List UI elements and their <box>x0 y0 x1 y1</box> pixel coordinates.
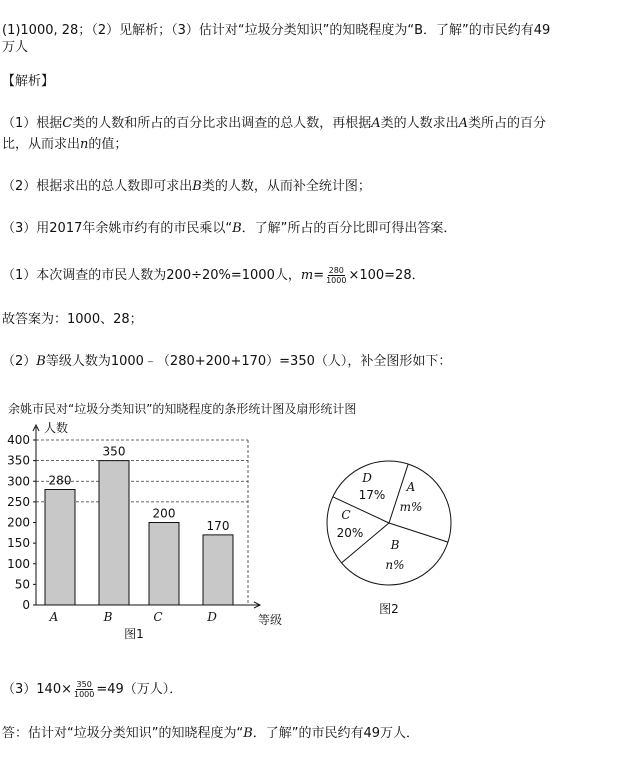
var-b-2: B <box>232 221 242 236</box>
x-tick-label: B <box>103 610 113 624</box>
hint2-a: （2）根据求出的总人数即可求出 <box>2 179 193 194</box>
hint-3 <box>2 220 626 237</box>
bar-value-label: 170 <box>206 518 230 533</box>
solution-1 <box>2 266 626 285</box>
answer-part2: （2）见解析； <box>91 23 172 38</box>
bar-B <box>99 461 129 605</box>
pie-value-C: 20% <box>336 526 364 540</box>
hint2-b: 类的人数，从而补全统计图； <box>201 179 371 194</box>
y-tick-label: 250 <box>7 494 30 509</box>
y-tick-label: 150 <box>7 536 30 551</box>
hint-2 <box>2 178 626 195</box>
pie-chart <box>318 455 468 620</box>
solution-1-answer: 故答案为：1000、28； <box>2 312 143 327</box>
sol3-b: =49（万人）． <box>96 682 183 697</box>
hint-1-cont <box>2 136 626 153</box>
bar-C <box>149 523 179 606</box>
answer-part1: (1)1000, 28； <box>2 23 92 38</box>
y-tick-label: 100 <box>7 556 30 571</box>
fraction-numerator-2: 350 <box>76 680 92 689</box>
var-a-2: A <box>458 116 469 131</box>
var-a: A <box>371 116 381 131</box>
pie-value-B: n% <box>385 558 405 572</box>
hint-1 <box>2 115 626 132</box>
hint3-a: （3）用2017年余姚市约有的市民乘以“ <box>2 221 233 236</box>
hint1-a: （1）根据 <box>2 116 63 131</box>
fraction-numerator: 280 <box>328 266 344 275</box>
answer-summary <box>2 22 626 39</box>
hint1-e: 比，从而求出 <box>2 137 81 152</box>
final-answer <box>2 725 626 742</box>
bar-D <box>203 535 233 605</box>
answer-part3: （3）估计对“垃圾分类知识”的知晓程度为“B．了解”的市民约有49 <box>171 23 551 38</box>
sol2-b: 等级人数为1000﹣（280+200+170）=350（人），补全图形如下： <box>45 354 452 369</box>
final-b: ．了解”的市民约有49万人． <box>252 726 420 741</box>
y-tick-label: 400 <box>7 433 30 447</box>
x-tick-label: A <box>49 610 59 624</box>
x-axis-label: 等级 <box>258 613 283 627</box>
pie-label-B: B <box>390 538 400 552</box>
y-axis-label: 人数 <box>44 421 69 435</box>
fraction-denominator: 1000 <box>326 276 347 285</box>
bar-value-label: 350 <box>102 444 126 459</box>
final-a: 答：估计对“垃圾分类知识”的知晓程度为“ <box>2 726 244 741</box>
y-tick-label: 50 <box>14 577 30 592</box>
solution-3 <box>2 680 626 699</box>
var-m: m <box>300 268 314 283</box>
hint1-b: 类的人数和所占的百分比求出调查的总人数，再根据 <box>72 116 372 131</box>
x-tick-label: C <box>153 610 163 624</box>
pie-label-D: D <box>362 471 372 485</box>
pie-value-A: m% <box>399 500 423 514</box>
pie-chart-caption: 图2 <box>379 602 399 616</box>
sol1-tail: ×100=28． <box>348 268 425 283</box>
fraction-280-1000 <box>325 266 347 285</box>
figure-title: 余姚市民对“垃圾分类知识”的知晓程度的条形统计图及扇形统计图 <box>8 402 357 416</box>
x-tick-label: D <box>207 610 217 624</box>
fraction-denominator-2: 1000 <box>73 690 95 699</box>
bar-value-label: 200 <box>152 506 176 521</box>
hint1-f: 的值； <box>88 137 128 152</box>
hint3-b: ．了解”所占的百分比即可得出答案． <box>241 221 457 236</box>
var-n: n <box>80 137 89 152</box>
solution-2 <box>2 353 626 370</box>
bar-A <box>45 490 75 606</box>
pie-label-C: C <box>341 508 351 522</box>
pie-label-A: A <box>406 480 416 494</box>
sol1-eq: = <box>313 268 325 283</box>
sol2-a: （2） <box>2 354 37 369</box>
y-tick-label: 200 <box>7 515 30 530</box>
pie-value-D: 17% <box>358 488 386 502</box>
y-tick-label: 300 <box>7 474 30 489</box>
hint1-d: 类所占的百分 <box>468 116 547 131</box>
sol3-a: （3）140× <box>2 682 72 697</box>
var-b-3: B <box>36 354 46 369</box>
bar-chart <box>0 415 300 650</box>
fraction-350-1000 <box>73 680 95 699</box>
y-tick-label: 0 <box>22 598 30 612</box>
sol1-a: （1）本次调查的市民人数为200÷20%=1000人， <box>2 268 301 283</box>
var-b-4: B <box>243 726 253 741</box>
bar-chart-caption: 图1 <box>124 627 144 641</box>
hint1-c: 类的人数求出 <box>380 116 459 131</box>
bar-value-label: 280 <box>48 473 72 488</box>
answer-summary-cont: 万人 <box>2 40 29 55</box>
var-c: C <box>62 116 73 131</box>
y-tick-label: 350 <box>7 453 30 468</box>
analysis-heading: 【解析】 <box>2 74 55 89</box>
var-b: B <box>192 179 202 194</box>
